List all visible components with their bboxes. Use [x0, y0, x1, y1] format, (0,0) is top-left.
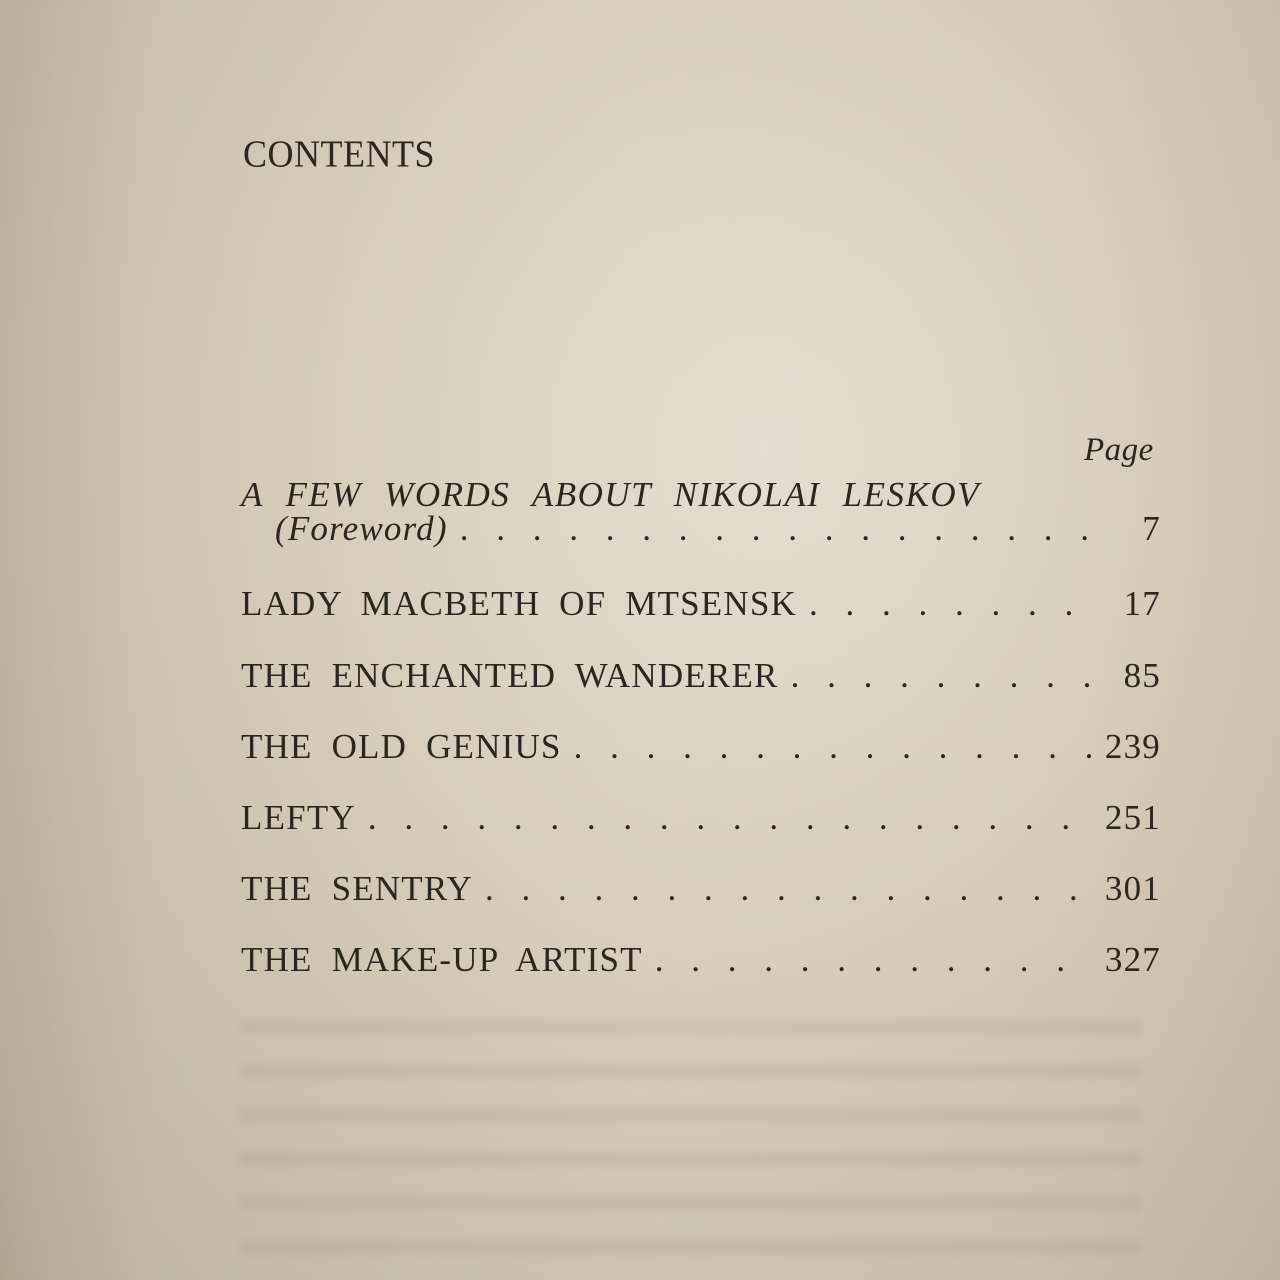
toc-entry-foreword[interactable]	[241, 475, 1161, 549]
toc-entry-title: THE MAKE-UP ARTIST	[241, 940, 643, 979]
toc-entry[interactable]	[241, 940, 1161, 980]
toc-entry-title: A FEW WORDS ABOUT NIKOLAI LESKOV	[241, 475, 980, 514]
toc-entry-page: 7	[1142, 509, 1161, 548]
toc-entry-page: 251	[1104, 798, 1161, 837]
toc-entry[interactable]	[241, 727, 1161, 767]
toc-entry-title: THE OLD GENIUS	[241, 727, 562, 766]
toc-entry-page: 17	[1123, 584, 1161, 623]
toc-entry[interactable]	[241, 798, 1161, 838]
dot-leader	[809, 584, 1095, 624]
toc-entry-title: THE SENTRY	[241, 869, 473, 908]
toc-entry[interactable]	[241, 869, 1161, 909]
toc-entry-page: 327	[1104, 940, 1161, 979]
dot-leader	[791, 656, 1095, 696]
dot-leader	[368, 798, 1095, 838]
toc-entry-title: LADY MACBETH OF MTSENSK	[241, 584, 797, 623]
dot-leader	[655, 940, 1095, 980]
toc-entry-title: LEFTY	[241, 798, 356, 837]
toc-entry-page: 301	[1104, 869, 1161, 908]
toc-entry-subtitle: (Foreword)	[275, 509, 448, 548]
dot-leader	[460, 509, 1095, 549]
dot-leader	[574, 727, 1095, 767]
toc-entry[interactable]	[241, 584, 1161, 624]
toc-entry-title: THE ENCHANTED WANDERER	[241, 656, 779, 695]
page-column-label: Page	[1084, 432, 1154, 468]
dot-leader	[485, 869, 1095, 909]
toc-entry-page: 85	[1123, 656, 1161, 695]
toc-entry-page: 239	[1104, 727, 1161, 766]
toc-entry[interactable]	[241, 656, 1161, 696]
contents-heading: CONTENTS	[243, 133, 435, 176]
